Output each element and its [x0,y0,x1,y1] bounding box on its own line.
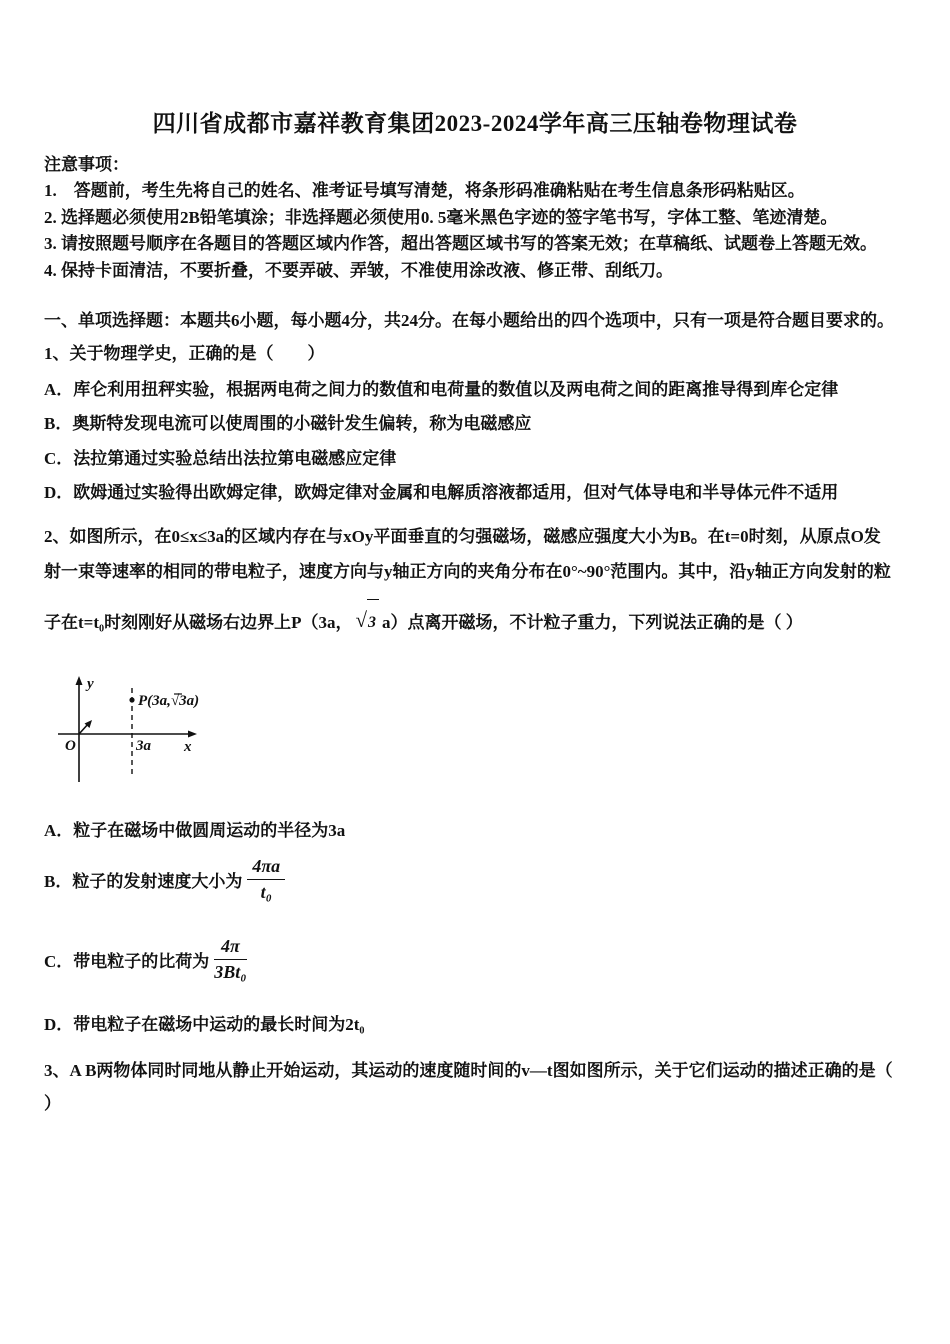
notice-item-1: 1. 答题前，考生先将自己的姓名、准考证号填写清楚，将条形码准确粘贴在考生信息条形码粘贴区。 [44,181,805,200]
y-axis-label: y [87,676,94,692]
question-2-figure [48,670,906,801]
question-1-option-a: A．库仑利用扭秤实验，根据两电荷之间力的数值和电荷量的数值以及两电荷之间的距离推导得到库仑定律 [44,379,839,399]
question-2-stem-line-3-before: 子在t=t₀时刻刚好从磁场右边界上P（3a， [44,613,353,632]
coordinate-axes-diagram [48,670,248,796]
page-title: 四川省成都市嘉祥教育集团2023-2024学年高三压轴卷物理试卷 [152,111,798,136]
question-2-stem-line-3-after: a）点离开磁场，不计粒子重力，下列说法正确的是（ ） [382,613,803,632]
fraction-4pia-over-t0 [247,856,285,902]
question-1-option-d: D．欧姆通过实验得出欧姆定律，欧姆定律对金属和电解质溶液都适用，但对气体导电和半导体元件不适用 [44,483,839,502]
question-1-option-b: B．奥斯特发现电流可以使周围的小磁针发生偏转，称为电磁感应 [44,414,532,433]
notice-item-3: 3. 请按照题号顺序在各题目的答题区域内作答，超出答题区域书写的答案无效；在草稿纸、试题卷上答题无效。 [44,234,877,253]
fraction-denominator: 3Bt₀ [214,962,247,983]
question-2-option-b-text: B．粒子的发射速度大小为 [44,871,243,891]
question-1-stem: 1、关于物理学史，正确的是（ ） [44,344,325,363]
notice-section [44,152,906,284]
question-2-stem-line-2: 射一束等速率的相同的带电粒子，速度方向与y轴正方向的夹角分布在0°~90°范围内。其中，沿y轴正方向发射的粒 [44,562,891,581]
fraction-numerator: 4πa [247,856,285,880]
y-axis-arrowhead [76,676,83,685]
question-2-option-a: A．粒子在磁场中做圆周运动的半径为3a [44,821,346,840]
question-2-option-b [44,856,906,902]
question-2-stem-line-3 [44,597,906,646]
question-2-stem-line-1: 2、如图所示，在0≤x≤3a的区域内存在与xOy平面垂直的匀强磁场，磁感应强度大小为B。在t=0时刻，从原点O发 [44,527,881,546]
radical-sign: √ [355,608,368,632]
notice-heading: 注意事项： [44,155,129,174]
question-1-option-c: C．法拉第通过实验总结出法拉第电磁感应定律 [44,448,397,468]
point-p-label: P(3a,√3a) [138,693,200,709]
x-axis-label: x [184,739,192,755]
boundary-label: 3a [136,738,151,754]
section-1-heading: 一、单项选择题：本题共6小题，每小题4分，共24分。在每小题给出的四个选项中，只有一项是符合题目要求的。 [44,311,894,330]
question-2-option-c-text: C．带电粒子的比荷为 [44,952,210,972]
question-2 [44,519,906,1034]
square-root-expression [356,597,380,646]
notice-item-2: 2. 选择题必须使用2B铅笔填涂；非选择题必须使用0. 5毫米黑色字迹的签字笔书写，字体工整、笔迹清楚。 [44,207,838,227]
radical-argument: 3 [367,599,379,646]
question-2-option-d: D．带电粒子在磁场中运动的最长时间为2t₀ [44,1014,365,1034]
fraction-4pi-over-3bt0 [214,936,246,982]
question-1 [44,344,906,502]
notice-item-4: 4. 保持卡面清洁，不要折叠，不要弄破、弄皱，不准使用涂改液、修正带、刮纸刀。 [44,260,673,280]
origin-label: O [65,738,76,754]
x-axis-arrowhead [188,731,197,738]
fraction-numerator: 4π [214,936,246,960]
point-p-dot [129,697,134,702]
question-3-stem-line-1: 3、A B两物体同时同地从静止开始运动，其运动的速度随时间的v—t图如图所示，关于它们运动的描述正确的是（ [44,1060,893,1080]
question-3-stem-line-2: ） [44,1093,61,1113]
question-3 [44,1054,906,1120]
fraction-denominator: t₀ [260,881,272,902]
question-2-option-c [44,936,906,982]
